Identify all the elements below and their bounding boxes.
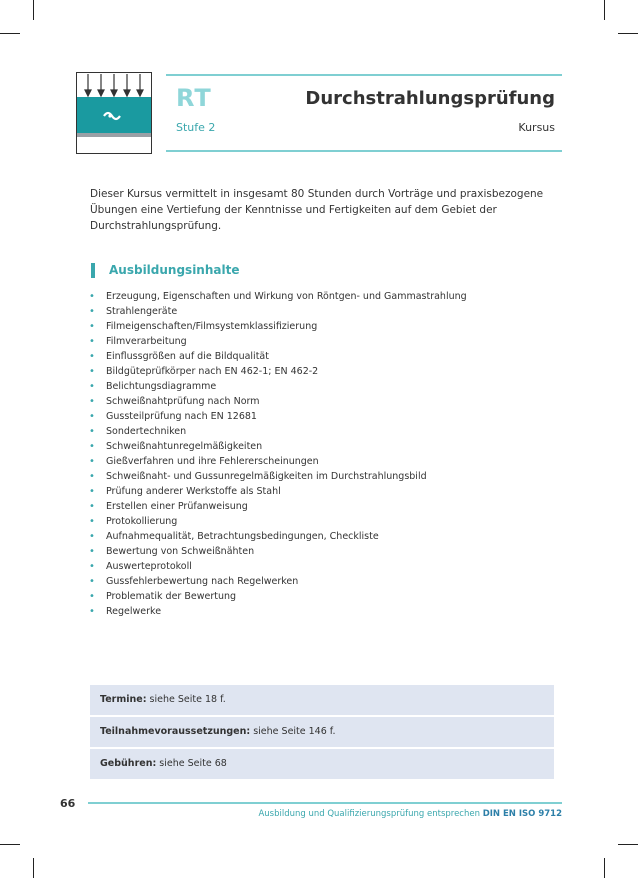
list-item: • Aufnahmequalität, Betrachtungsbedingungen, Checkliste <box>89 531 379 542</box>
bullet-icon: • <box>89 366 95 377</box>
list-item: • Erzeugung, Eigenschaften und Wirkung von Röntgen- und Gammastrahlung <box>89 291 467 302</box>
list-item: • Protokollierung <box>89 516 178 527</box>
bullet-icon: • <box>89 471 95 482</box>
bullet-icon: • <box>89 336 95 347</box>
list-item: • Prüfung anderer Werkstoffe als Stahl <box>89 486 281 497</box>
page-number: 66 <box>60 797 76 810</box>
course-level: Stufe 2 <box>176 121 216 134</box>
bullet-icon: • <box>89 606 95 617</box>
footer-text: Ausbildung und Qualifizierungsprüfung entsprechen DIN EN ISO 9712 <box>258 809 562 819</box>
crop-mark <box>604 0 605 20</box>
footer-standard: DIN EN ISO 9712 <box>482 809 562 819</box>
list-item: • Regelwerke <box>89 606 162 617</box>
list-item: • Gießverfahren und ihre Fehlererscheinungen <box>89 456 319 467</box>
list-item: • Auswerteprotokoll <box>89 561 192 572</box>
list-item: • Filmeigenschaften/Filmsystemklassifizierung <box>89 321 318 332</box>
bullet-icon: • <box>89 516 95 527</box>
crop-mark <box>0 33 20 34</box>
bullet-icon: • <box>89 546 95 557</box>
bullet-icon: • <box>89 501 95 512</box>
course-type: Kursus <box>518 121 555 134</box>
bullet-icon: • <box>89 411 95 422</box>
bullet-icon: • <box>89 561 95 572</box>
list-item: • Gussfehlerbewertung nach Regelwerken <box>89 576 299 587</box>
bullet-icon: • <box>89 591 95 602</box>
crop-mark <box>0 844 20 845</box>
bullet-icon: • <box>89 351 95 362</box>
list-item: • Gussteilprüfung nach EN 12681 <box>89 411 257 422</box>
section-title: Ausbildungsinhalte <box>91 263 239 278</box>
crop-mark <box>33 0 34 20</box>
info-row-gebuehren: Gebühren: siehe Seite 68 <box>90 749 554 779</box>
info-box <box>90 685 554 781</box>
intro-text: Dieser Kursus vermittelt in insgesamt 80 Stunden durch Vorträge und praxisbezogene Übungen eine Vertiefung der Kenntnisse und Fertigkeiten auf dem Gebiet der Durchstrahlungsprüfung. <box>90 188 544 232</box>
bullet-icon: • <box>89 486 95 497</box>
info-row-termine: Termine: siehe Seite 18 f. <box>90 685 554 715</box>
bullet-icon: • <box>89 531 95 542</box>
bullet-icon: • <box>89 396 95 407</box>
info-row-teilnahme: Teilnahmevoraussetzungen: siehe Seite 146 f. <box>90 717 554 747</box>
course-title: Durchstrahlungsprüfung <box>305 88 555 109</box>
list-item: • Bildgüteprüfkörper nach EN 462-1; EN 462-2 <box>89 366 319 377</box>
list-item: • Einflussgrößen auf die Bildqualität <box>89 351 269 362</box>
bullet-icon: • <box>89 576 95 587</box>
bullet-icon: • <box>89 381 95 392</box>
list-item: • Bewertung von Schweißnähten <box>89 546 255 557</box>
bullet-icon: • <box>89 306 95 317</box>
list-item: • Sondertechniken <box>89 426 187 437</box>
crop-mark <box>618 844 638 845</box>
bullet-icon: • <box>89 456 95 467</box>
list-item: • Filmverarbeitung <box>89 336 187 347</box>
content-list <box>88 289 467 619</box>
header-bottom-rule <box>166 150 562 152</box>
course-code: RT <box>176 84 212 112</box>
list-item: • Strahlengeräte <box>89 306 178 317</box>
bullet-icon: • <box>89 291 95 302</box>
crop-mark <box>618 33 638 34</box>
bullet-icon: • <box>89 441 95 452</box>
bullet-icon: • <box>89 426 95 437</box>
list-item: • Problematik der Bewertung <box>89 591 237 602</box>
radiography-icon <box>76 72 152 154</box>
list-item: • Schweißnahtprüfung nach Norm <box>89 396 260 407</box>
crop-mark <box>604 858 605 878</box>
list-item: • Schweißnahtunregelmäßigkeiten <box>89 441 263 452</box>
list-item: • Belichtungsdiagramme <box>89 381 217 392</box>
bullet-icon: • <box>89 321 95 332</box>
list-item: • Erstellen einer Prüfanweisung <box>89 501 248 512</box>
footer-rule <box>88 802 562 804</box>
list-item: • Schweißnaht- und Gussunregelmäßigkeiten im Durchstrahlungsbild <box>89 471 427 482</box>
crop-mark <box>33 858 34 878</box>
header-top-rule <box>166 74 562 76</box>
